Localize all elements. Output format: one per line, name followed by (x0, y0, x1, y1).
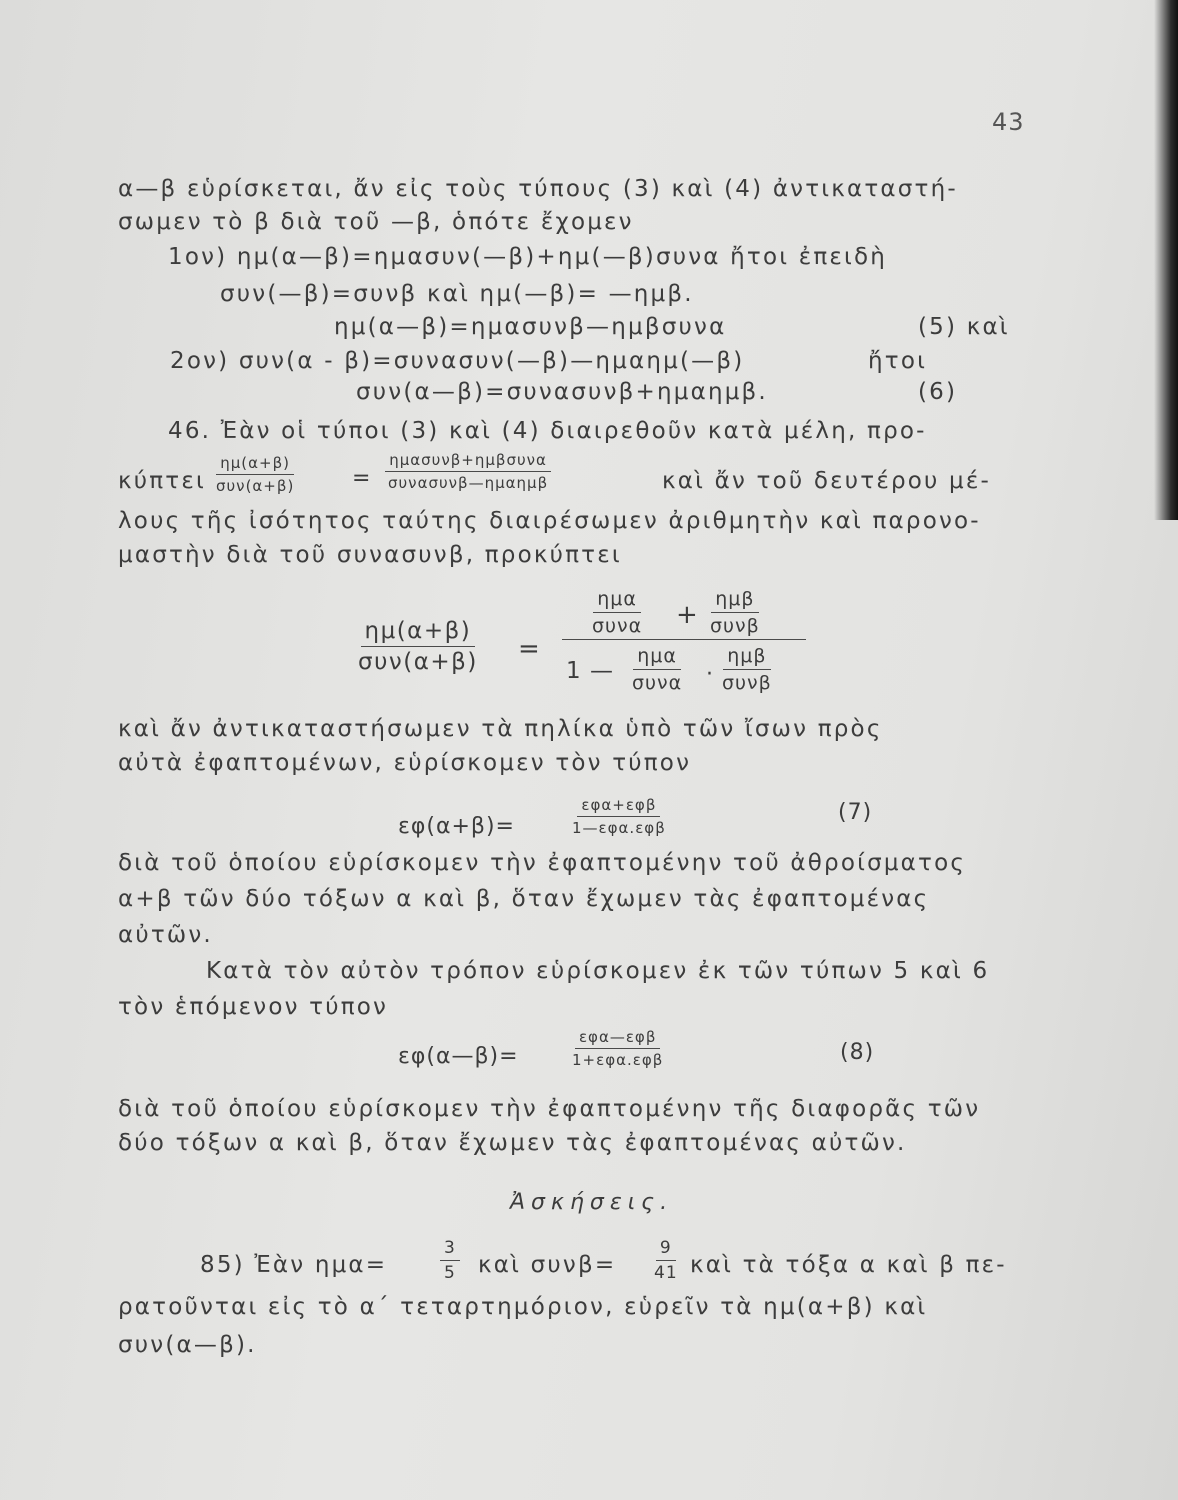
eq8-numerator: εφα—εφβ (575, 1028, 660, 1049)
eq2-equals: = (518, 634, 541, 664)
text-line-15: α+β τῶν δύο τόξων α καὶ β, ὅταν ἔχωμεν τὰς ἐφαπτομένας (118, 886, 930, 912)
text-line-1: α—β εὑρίσκεται, ἄν εἰς τοὺς τύπους (3) καὶ (4) ἀντικαταστή- (118, 176, 958, 202)
exercise-85-start: 85) Ἐὰν ημα= (200, 1252, 388, 1278)
page-edge-shadow (1154, 0, 1178, 520)
eq2-b-denominator: συνβ (710, 615, 760, 637)
eq1-rhs-fraction (384, 451, 552, 492)
text-line-20: δύο τόξων α καὶ β, ὅταν ἔχωμεν τὰς ἐφαπτομένας αὐτῶν. (118, 1130, 907, 1156)
exercises-title: Ἀσκήσεις. (510, 1190, 674, 1215)
eq2-dot: · (706, 662, 714, 687)
eq2-d-denominator: συνβ (722, 672, 772, 694)
section-46-line: 46. Ἐὰν οἱ τύποι (3) καὶ (4) διαιρεθοῦν κατὰ μέλη, προ- (168, 418, 927, 444)
eq7-numerator: εφα+εφβ (577, 796, 660, 817)
text-line-11: μαστὴν διὰ τοῦ συνασυνβ, προκύπτει (118, 542, 622, 568)
eq2-b-numerator: ημβ (711, 588, 758, 613)
text-line-16: αὐτῶν. (118, 922, 213, 948)
formula-5: ημ(α—β)=ημασυνβ—ημβσυνα (334, 314, 727, 340)
formula-6: συν(α—β)=συνασυνβ+ημαημβ. (356, 379, 768, 405)
eq2-d-fraction (718, 645, 776, 694)
formula-1ov: 1ον) ημ(α—β)=ημασυν(—β)+ημ(—β)συνα ἤτοι ἐπειδὴ (168, 244, 888, 270)
eq1-lhs-fraction (212, 454, 298, 495)
text-line-2: σωμεν τὸ β διὰ τοῦ —β, ὁπότε ἔχομεν (118, 209, 634, 235)
eq1-equals: = (352, 466, 372, 491)
eq2-a-denominator: συνα (592, 615, 643, 637)
eq2-b-fraction (706, 588, 764, 637)
ex85-fraction-2 (650, 1238, 682, 1283)
eq2-lhs-numerator: ημ(α+β) (361, 618, 476, 647)
text-line-kyptei: κύπτει (118, 468, 206, 494)
ex85-fraction-1 (440, 1238, 460, 1283)
eq8-fraction (568, 1028, 667, 1069)
eq1-rhs-numerator: ημασυνβ+ημβσυνα (385, 451, 551, 472)
text-line-18: τὸν ἑπόμενον τύπον (118, 994, 389, 1020)
eq7-denominator: 1—εφα.εφβ (572, 819, 666, 837)
text-line-19: διὰ τοῦ ὁποίου εὑρίσκομεν τὴν ἐφαπτομένην τῆς διαφορᾶς τῶν (118, 1096, 981, 1122)
eq2-plus: + (676, 600, 699, 630)
text-line-10: λους τῆς ἰσότητος ταύτης διαιρέσωμεν ἀριθμητὴν καὶ παρονο- (118, 508, 981, 534)
text-line-14: διὰ τοῦ ὁποίου εὑρίσκομεν τὴν ἐφαπτομένην τοῦ ἀθροίσματος (118, 850, 967, 876)
eq2-c-fraction (628, 645, 686, 694)
eq7-fraction (568, 796, 670, 837)
formula-6-tag: (6) (918, 379, 958, 405)
exercise-85-end: καὶ τὰ τόξα α καὶ β πε- (690, 1252, 1007, 1278)
formula-2ov-tag: ἤτοι (868, 348, 928, 374)
eq2-lhs-denominator: συν(α+β) (358, 649, 478, 675)
text-line-kai-an: καὶ ἄν τοῦ δευτέρου μέ- (662, 468, 992, 494)
eq8-lhs: εφ(α—β)= (398, 1044, 519, 1069)
ex85-f1-denominator: 5 (444, 1263, 456, 1283)
text-line-22: ρατοῦνται εἰς τὸ α΄ τεταρτημόριον, εὑρεῖν τὰ ημ(α+β) καὶ (118, 1294, 928, 1320)
eq2-a-fraction (588, 588, 646, 637)
eq2-lhs-fraction (354, 618, 482, 675)
ex85-f2-numerator: 9 (656, 1238, 676, 1261)
text-line-17: Κατὰ τὸν αὐτὸν τρόπον εὑρίσκομεν ἐκ τῶν τύπων 5 καὶ 6 (206, 958, 990, 984)
eq2-a-numerator: ημα (593, 588, 641, 613)
formula-2ov: 2ον) συν(α - β)=συνασυν(—β)—ημαημ(—β) (170, 348, 745, 374)
eq8-denominator: 1+εφα.εφβ (572, 1051, 664, 1069)
eq7-lhs: εφ(α+β)= (398, 814, 515, 839)
ex85-f1-numerator: 3 (440, 1238, 460, 1261)
eq2-c-numerator: ημα (633, 645, 681, 670)
eq8-tag: (8) (840, 1040, 875, 1065)
eq2-c-denominator: συνα (632, 672, 683, 694)
eq1-rhs-denominator: συνασυνβ—ημαημβ (388, 474, 549, 492)
formula-identity: συν(—β)=συνβ καὶ ημ(—β)= —ημβ. (220, 281, 694, 307)
eq2-one-minus: 1 — (566, 658, 614, 684)
exercise-85-mid: καὶ συνβ= (478, 1252, 617, 1278)
formula-5-tag: (5) καὶ (918, 314, 1010, 340)
eq2-d-numerator: ημβ (723, 645, 770, 670)
text-line-13: αὐτὰ ἐφαπτομένων, εὑρίσκομεν τὸν τύπον (118, 750, 692, 776)
ex85-f2-denominator: 41 (654, 1263, 678, 1283)
page-number: 43 (992, 108, 1025, 136)
eq1-lhs-numerator: ημ(α+β) (216, 454, 294, 475)
eq1-lhs-denominator: συν(α+β) (216, 477, 295, 495)
eq2-main-fraction-bar (562, 639, 806, 640)
text-line-12: καὶ ἄν ἀντικαταστήσωμεν τὰ πηλίκα ὑπὸ τῶν ἴσων πρὸς (118, 716, 883, 742)
eq7-tag: (7) (838, 800, 873, 825)
text-line-23: συν(α—β). (118, 1332, 257, 1358)
